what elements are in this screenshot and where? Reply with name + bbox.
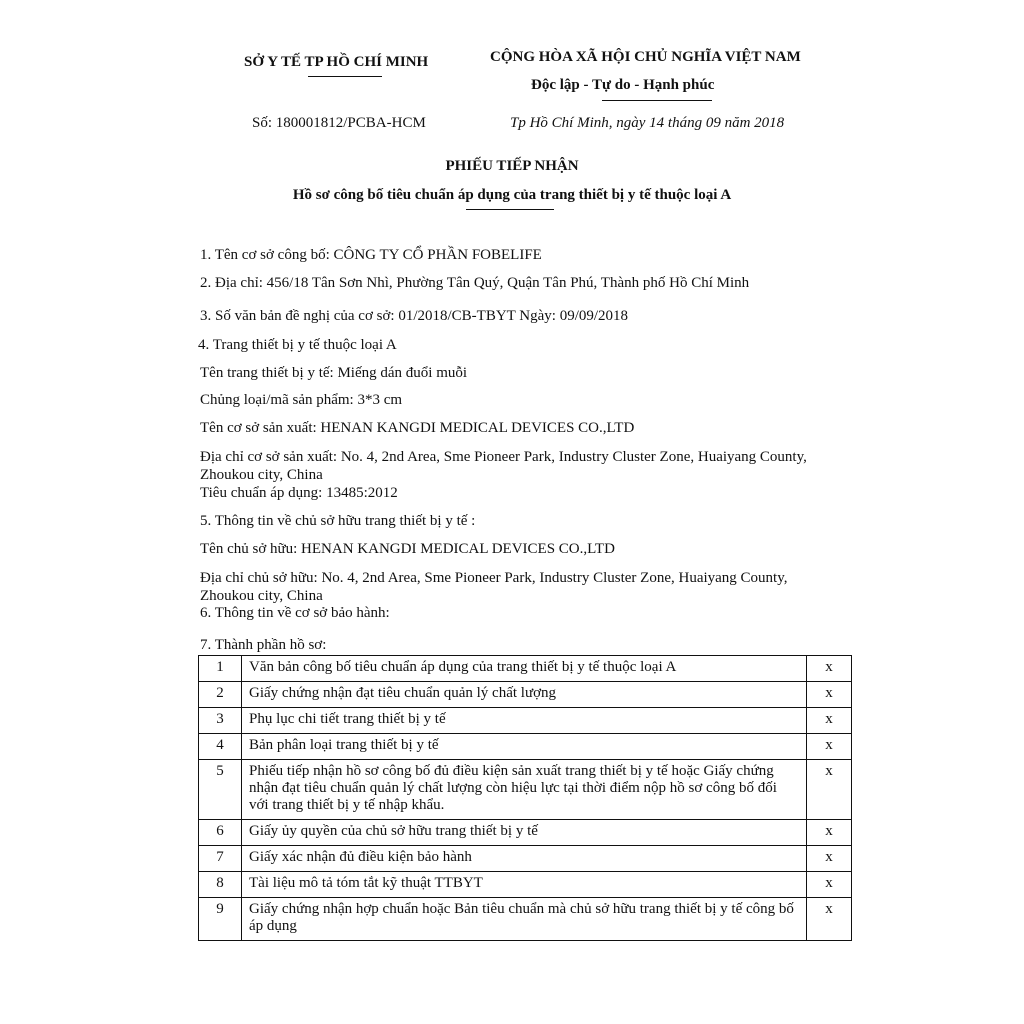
row-text: Giấy ủy quyền của chủ sở hữu trang thiết bị y tế (242, 820, 807, 846)
row-number: 2 (199, 682, 242, 708)
field-device-name: Tên trang thiết bị y tế: Miếng dán đuổi muỗi (200, 365, 468, 381)
national-motto: Độc lập - Tự do - Hạnh phúc (531, 77, 715, 93)
document-subtitle: Hồ sơ công bố tiêu chuẩn áp dụng của trang thiết bị y tế thuộc loại A (292, 187, 732, 203)
row-number: 1 (199, 656, 242, 682)
row-number: 5 (199, 760, 242, 820)
title-divider (466, 209, 554, 210)
row-text: Tài liệu mô tả tóm tắt kỹ thuật TTBYT (242, 872, 807, 898)
table-row (199, 898, 852, 941)
row-text: Giấy xác nhận đủ điều kiện bảo hành (242, 846, 807, 872)
row-text: Giấy chứng nhận đạt tiêu chuẩn quản lý chất lượng (242, 682, 807, 708)
row-mark: x (807, 656, 852, 682)
document-title: PHIẾU TIẾP NHẬN (445, 158, 579, 174)
country-name: CỘNG HÒA XÃ HỘI CHỦ NGHĨA VIỆT NAM (490, 49, 801, 65)
field-dossier: 7. Thành phần hồ sơ: (200, 637, 327, 653)
field-declarant: 1. Tên cơ sở công bố: CÔNG TY CỔ PHẦN FOBELIFE (200, 247, 542, 263)
row-mark: x (807, 760, 852, 820)
issuing-authority: SỞ Y TẾ TP HỒ CHÍ MINH (244, 54, 429, 70)
field-warranty: 6. Thông tin về cơ sở bảo hành: (200, 605, 390, 621)
field-address: 2. Địa chỉ: 456/18 Tân Sơn Nhì, Phường Tân Quý, Quận Tân Phú, Thành phố Hồ Chí Minh (200, 275, 750, 291)
row-mark: x (807, 898, 852, 941)
header-left-divider (308, 76, 382, 77)
row-number: 9 (199, 898, 242, 941)
field-manufacturer-address: Địa chỉ cơ sở sản xuất: No. 4, 2nd Area, Sme Pioneer Park, Industry Cluster Zone, Huaiyang County, Zhoukou city, China (200, 449, 807, 483)
table-row (199, 682, 852, 708)
table-row (199, 656, 852, 682)
row-text: Phụ lục chi tiết trang thiết bị y tế (242, 708, 807, 734)
document-number: Số: 180001812/PCBA-HCM (252, 115, 426, 131)
table-row (199, 872, 852, 898)
row-number: 4 (199, 734, 242, 760)
field-device-class: 4. Trang thiết bị y tế thuộc loại A (198, 337, 397, 353)
field-owner-address: Địa chỉ chủ sở hữu: No. 4, 2nd Area, Sme Pioneer Park, Industry Cluster Zone, Huaiyang County, Zhoukou city, China (200, 570, 788, 604)
field-model: Chủng loại/mã sản phẩm: 3*3 cm (200, 392, 403, 408)
row-mark: x (807, 708, 852, 734)
table-row (199, 734, 852, 760)
header-right-divider (602, 100, 712, 101)
row-text: Văn bản công bố tiêu chuẩn áp dụng của trang thiết bị y tế thuộc loại A (242, 656, 807, 682)
table-row (199, 760, 852, 820)
field-owner-section: 5. Thông tin về chủ sở hữu trang thiết bị y tế : (200, 513, 476, 529)
row-mark: x (807, 872, 852, 898)
row-mark: x (807, 682, 852, 708)
row-text: Giấy chứng nhận hợp chuẩn hoặc Bản tiêu chuẩn mà chủ sở hữu trang thiết bị y tế công bố áp dụng (242, 898, 807, 941)
row-number: 7 (199, 846, 242, 872)
row-mark: x (807, 734, 852, 760)
field-request-number: 3. Số văn bản đề nghị của cơ sở: 01/2018/CB-TBYT Ngày: 09/09/2018 (200, 308, 629, 324)
table-row (199, 846, 852, 872)
table-row (199, 708, 852, 734)
place-and-date: Tp Hồ Chí Minh, ngày 14 tháng 09 năm 2018 (510, 115, 785, 131)
field-owner-name: Tên chủ sở hữu: HENAN KANGDI MEDICAL DEVICES CO.,LTD (200, 541, 615, 557)
dossier-table (198, 655, 852, 941)
row-mark: x (807, 846, 852, 872)
row-mark: x (807, 820, 852, 846)
row-number: 3 (199, 708, 242, 734)
row-text: Bản phân loại trang thiết bị y tế (242, 734, 807, 760)
field-manufacturer: Tên cơ sở sản xuất: HENAN KANGDI MEDICAL DEVICES CO.,LTD (200, 420, 635, 436)
row-text: Phiếu tiếp nhận hồ sơ công bố đủ điều kiện sản xuất trang thiết bị y tế hoặc Giấy chứng nhận đạt tiêu chuẩn quản lý chất lượng còn hiệu lực tại thời điểm nộp hồ sơ công bố đối với trang thiết bị y tế nhập khẩu. (242, 760, 807, 820)
row-number: 8 (199, 872, 242, 898)
row-number: 6 (199, 820, 242, 846)
field-standard: Tiêu chuẩn áp dụng: 13485:2012 (200, 485, 398, 501)
table-row (199, 820, 852, 846)
